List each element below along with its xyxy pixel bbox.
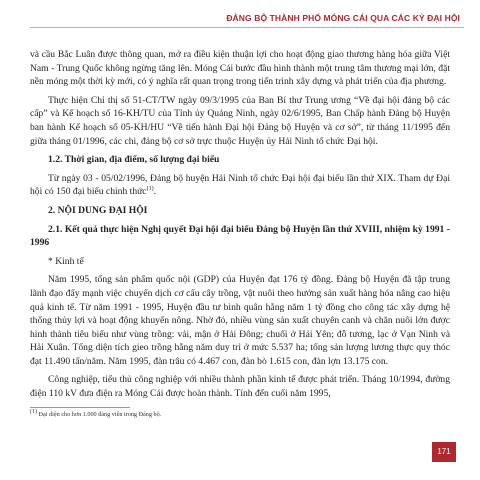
paragraph-congress-dates	[30, 172, 450, 199]
footnote-reference[interactable]: (1)	[146, 186, 154, 193]
running-header-title: ĐẢNG BỘ THÀNH PHỐ MÓNG CÁI QUA CÁC KỲ ĐẠI HỘI	[226, 13, 460, 23]
section-heading-1-2: 1.2. Thời gian, địa điểm, số lượng đại biểu	[48, 154, 220, 166]
page-number: 171	[432, 442, 456, 462]
subsection-economy-label: * Kinh tế	[48, 255, 84, 267]
footnote	[30, 408, 450, 419]
footnote-divider	[30, 407, 130, 408]
paragraph-directive: Thực hiện Chỉ thị số 51-CT/TW ngày 09/3/1995 của Ban Bí thư Trung ương “Về đại hội đảng bộ các cấp” và Kế hoạch số 16-KH/TU của Tỉnh ủy Quảng Ninh, ngày 02/6/1995, Ban Chấp hành Đảng bộ Huyện ban hành Kế hoạch số 05-KH/HU “Về tiến hành Đại hội Đảng bộ Huyện và cơ sở”, từ tháng 11/1995 đến giữa tháng 01/1996, các chi, đảng bộ cơ sở trực thuộc Huyện ủy Hải Ninh tổ chức Đại hội.	[30, 94, 450, 147]
footnote-mark: (1)	[30, 408, 37, 415]
page-body	[30, 48, 450, 406]
paragraph-continuation: và cầu Bắc Luân được thông quan, mở ra điều kiện thuận lợi cho hoạt động giao thương hàng hóa giữa Việt Nam - Trung Quốc không ngừng tăng lên. Móng Cái bước đầu hình thành một trung tâm thương mại lớn, đặt nền móng một thời kỳ mới, có ý nghĩa rất quan trọng trong tiến trình xây dựng và phát triển của địa phương.	[30, 49, 450, 88]
paragraph-economy: Năm 1995, tổng sản phẩm quốc nội (GDP) của Huyện đạt 176 tỷ đồng. Đảng bộ Huyện đã tập trung lãnh đạo đẩy mạnh việc chuyển dịch cơ cấu cây trồng, vật nuôi theo hướng sản xuất hàng hóa nâng cao hiệu quả kinh tế. Từ năm 1991 - 1995, Huyện đầu tư bình quân hằng năm 1 tỷ đồng cho công tác xây dựng hệ thống thủy lợi và hoạt động khuyến nông. Nhờ đó, nhiều vùng sản xuất chuyên canh và chăn nuôi lớn được hình thành tiêu biểu như vùng trồng: vải, mận ở Hải Đông; chuối ở Hải Yên; đỗ tương, lạc ở Vạn Ninh và Hải Xuân. Tổng diện tích gieo trồng hằng năm duy trì ở mức 5.537 ha; tổng sản lượng lương thực quy thóc đạt 11.490 tấn/năm. Năm 1995, đàn trâu có 4.467 con, đàn bò 1.615 con, đàn lợn 13.175 con.	[30, 274, 450, 367]
section-heading-2: 2. NỘI DUNG ĐẠI HỘI	[48, 204, 148, 216]
page-header	[0, 0, 480, 40]
paragraph-industry: Công nghiệp, tiểu thủ công nghiệp với nhiều thành phần kinh tế được phát triển. Tháng 10/1994, đường điện 110 kV đưa điện ra Móng Cái được hoàn thành. Tính đến cuối năm 1995,	[30, 374, 450, 400]
paragraph-congress-end: .	[153, 186, 156, 198]
footnote-text: Đại diện cho hơn 1.000 đảng viên trong Đảng bộ.	[37, 411, 162, 418]
header-divider	[30, 27, 464, 28]
section-heading-2-1: 2.1. Kết quả thực hiện Nghị quyết Đại hội đại biểu Đảng bộ Huyện lần thứ XVIII, nhiệm kỳ 1991 - 1996	[30, 223, 450, 249]
paragraph-congress-text: Từ ngày 03 - 05/02/1996, Đảng bộ huyện Hải Ninh tổ chức Đại hội đại biểu lần thứ XIX. Tham dự Đại hội có 150 đại biểu chính thức	[30, 172, 450, 198]
